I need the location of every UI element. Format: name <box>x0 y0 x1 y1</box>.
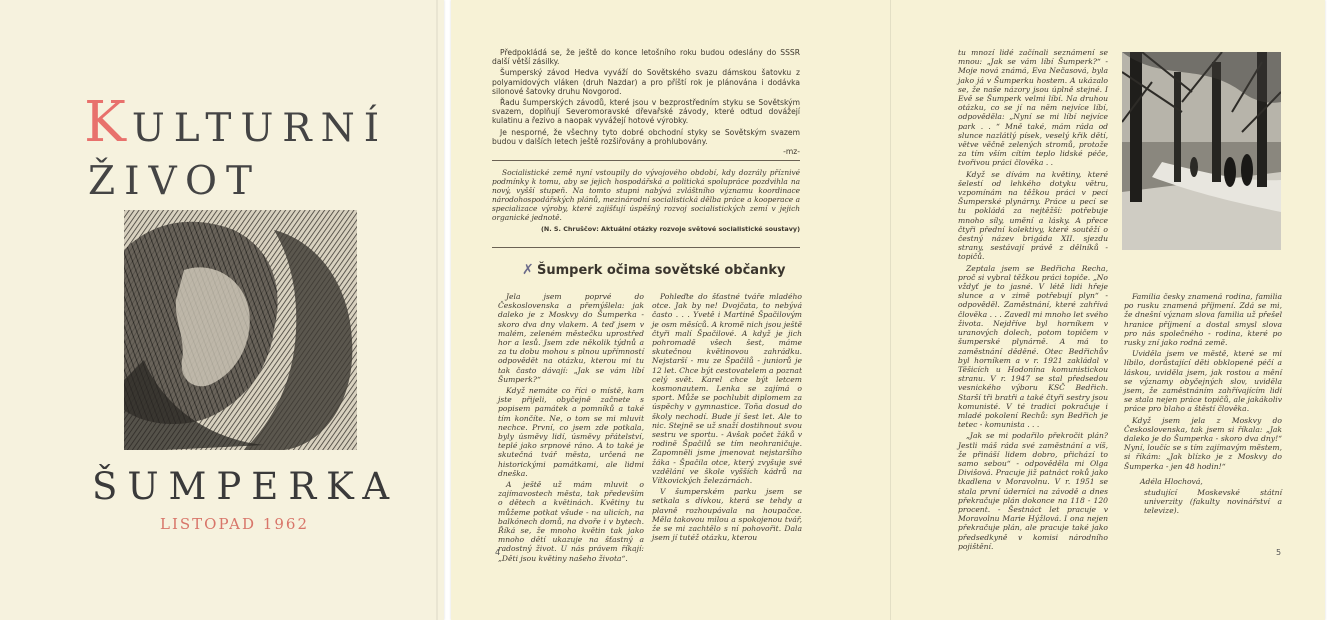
page4-intro <box>492 48 800 156</box>
article-paragraph: „Jak se mi podařilo překročit plán? Jestli máš ráda své zaměstnání a víš, že přináší lidem dobro, přichází to samo sebou“ - odpověděla mi Olga Divišová. Pracuje již patnáct roků jako tkadlena v Moravolnu. V r. 1951 se stala první úderníci na závodě a dnes překračuje plán dokonce na 118 - 120 procent. - Šestnáct let pracuje v Moravolnu Marie Hýžlová. I ona nejen překračuje plán, ale pracuje také jako předsedkyně v komisi národního pojištění. <box>958 431 1108 551</box>
article-paragraph: Když jsem jela z Moskvy do Československa, tak jsem si říkala: „Jak daleko je do Šumperka - skoro dva dny!“ Nyní, loučíc se s tím zajímavým městem, si říkám: „Jak blízko je z Moskvy do Šumperka - jen 48 hodin!“ <box>1124 415 1282 471</box>
page-number-4: 4 <box>495 548 501 557</box>
author-description: studující Moskevské státní univerzity (fakulty novinářství a televize). <box>1144 488 1282 516</box>
intro-paragraph: Řadu šumperských závodů, které jsou v bezprostředním styku se Sovětským svazem, doplňují Severomoravské dřevařské závody, které odtud dovážejí kulatinu a řezivo a naopak vyvážejí hotové výrobky. <box>492 98 800 126</box>
cover-city-name: ŠUMPERKA <box>92 465 400 508</box>
spread-fold <box>890 0 891 620</box>
article-headline: Šumperk očima sovětské občanky <box>537 263 786 278</box>
article-paragraph: tu mnozí lidé začínali seznámení se mnou: „Jak se vám líbí Šumperk?“ - Moje nová známá, Eva Nečasová, byla jako já v Šumperku hostem. A ukázalo se, že naše názory jsou úplně stejné. I Evě se Šumperk velmi líbí. Na druhou otázku, co se jí na něm nejvíce líbí, odpověděla: „Nyní se mi líbí nejvíce park . . “ Mně také, mám ráda od slunce nazlátlý písek, veselý křik dětí, větve věčně zelených stromů, protože za tím vším cítím teplo lidské péče, tvořivou práci člověka . . <box>958 48 1108 168</box>
title-rest: ULTURNÍ <box>131 106 389 151</box>
divider-rule <box>492 247 800 248</box>
article-paragraph: Když se dívám na květiny, které šelestí od lehkého dotyku větru, vzpomínám na těžkou práci v peci Šumperské plynárny. Práce u pecí se tu pokládá za nejtěžší: potřebuje mnoho síly, umění a lásky. A přece čtyři přední kolektivy, které soutěží o čestný název brigáda XII. sjezdu strany, sestávají právě z dělníků - topičů. <box>958 169 1108 262</box>
title-line2: ŽIVOT <box>88 159 261 204</box>
article-paragraph: Uviděla jsem ve městě, které se mi líbilo, dorůstající děti obklopené péčí a láskou, uviděla jsem, jak rostou a mění se významy obyčejných slov, uviděla jsem, že zaměstnáním zahřívajícím lidi se stala nejen práce topičů, ale jakákoliv práce pro blaho a štěstí člověka. <box>1124 349 1282 414</box>
article-paragraph: Když nemáte co říci o místě, kam jste přijeli, obyčejně začnete s popisem památek a pomníků a také tím končíte. Ne, o tom se mi mluvit nechce. První, co jsem zde potkala, byly úsměvy lidí, úsměvy přátelství, teplé jako srpnové ráno. A to také je skutečná tvář města, určená ne historickými památkami, ale lidmi dneška. <box>498 386 644 478</box>
author-name: Adéla Hlochová, <box>1140 476 1203 486</box>
chruscov-quote <box>492 168 800 234</box>
park-photograph <box>1122 52 1281 250</box>
divider-rule <box>492 160 800 161</box>
cover-date: LISTOPAD 1962 <box>160 515 309 533</box>
cover-fold <box>436 0 438 620</box>
article-paragraph: V šumperském parku jsem se setkala s dívkou, která se tehdy a plavně rozhoupávala na houpačce. Měla takovou milou a spokojenou tvář, že se mi zachtělo s ní pohovořit. Dala jsem jí tutéž otázku, kterou <box>652 487 802 543</box>
page-number-5: 5 <box>1276 548 1282 557</box>
intro-paragraph: Šumperský závod Hedva vyváží do Sovětského svazu dámskou šatovku z polyamidových vláken (druh Nazdar) a pro příští rok je plánována i dodávka silonové šatovky druhu Novgorod. <box>492 68 800 96</box>
article-paragraph: Familia česky znamená rodina, familia po rusku znamená příjmení. Zdá se mi, že dnešní význam slova familia už přešel hranice příjmení a dostal smysl slova pro nás společného - rodina, které po rusky zní jako rodná země. <box>1124 292 1282 348</box>
article-column-3 <box>958 48 1108 553</box>
article-paragraph: Jela jsem poprvé do Československa a přemýšlela: jak daleko je z Moskvy do Šumperka - skoro dva dny vlakem. A teď jsem v malém, zeleném městečku uprostřed hor a lesů. Jsem zde několik týdnů a za tu dobu mohou s plnou upřímností odpovědět na otázku, kterou mi tu tak často dávají: „Jak se vám líbí Šumperk?“ <box>498 292 644 384</box>
intro-paragraph: Je nesporné, že všechny tyto dobré obchodní styky se Sovětským svazem budou v dalších letech ještě rozšiřovány a prohlubovány. <box>492 127 800 146</box>
intro-signature: -mz- <box>783 147 800 157</box>
title-initial: K <box>84 90 132 155</box>
cover-title <box>84 90 388 204</box>
article-column-1 <box>498 292 644 565</box>
article-column-2 <box>652 292 802 544</box>
cover-page <box>0 0 444 620</box>
quote-text: Socialistické země nyní vstoupily do vývojového období, kdy dozrály příznivé podmínky k tomu, aby se jejich hospodářská a politická spolupráce pozdvihla na nový, vyšší stupeň. Na tomto stupni nabývá zvláštního významu koordinace národohospodářských plánů, mezinárodní socialistická dělba práce a kooperace a specializace výroby, které zajišťují úspěšný rozvoj socialistických zemí v jejich organické jednotě. <box>492 168 800 222</box>
intro-paragraph: Předpokládá se, že ještě do konce letošního roku budou odeslány do SSSR další větší zásilky. <box>492 48 800 67</box>
quote-citation: (N. S. Chruščov: Aktuální otázky rozvoje světové socialistické soustavy) <box>541 225 800 233</box>
ornament-mark: ✗ <box>522 262 534 278</box>
article-paragraph: A ještě už mám mluvit o zajímavostech města, tak především o dětech a květinách. Květiny tu můžeme potkat všude - na ulicích, na balkónech domů, na dvoře i v bytech. Říká se, že mnoho květin tak jako mnoho dětí ukazuje na šťastný a radostný život. U nás právem říkají: „Děti jsou květiny našeho života“. <box>498 480 644 563</box>
article-paragraph: Zeptala jsem se Bedřicha Recha, proč si vybral těžkou práci topiče. „No vždyť je to jasné. V létě lidi hřeje slunce a v zimě potřebují plyn“ - odpověděl. Zaměstnání, které zahřívá člověka . . . Zavedl mi mnoho let svého života. Nejdříve byl horníkem v uranových dolech, potom topičem v šumperské plynárně. A má to zaměstnání děděné. Otec Bedřichův byl horníkem a v r. 1921 zakládal v Těšicích u Hodonína komunistickou stranu. V r. 1947 se stal předsedou vesnického výboru KSČ Bedřich. Starší tři bratři a také čtyři sestry jsou komunisté. V té tradici pokračuje i mladé pokolení Rechů: syn Bedřich je tetec - komunista . . . <box>958 263 1108 430</box>
article-column-4 <box>1124 292 1282 518</box>
cover-woodcut-illustration <box>124 210 357 450</box>
article-paragraph: Pohleďte do šťastné tváře mladého otce. Jak by ne! Dvojčata, to nebývá často . . . Yvetě i Martině Špačilovým je osm měsíců. A kromě nich jsou ještě čtyři malí Špačilové. A když je jich pohromadě všech šest, máme skutečnou květinovou zahrádku. Nejstarší - mu ze Špačilů - juniorů je 12 let. Chce být cestovatelem a poznat celý svět. Karel chce být letcem kosmonautem. Lenka se zajímá o sport. Může se pochlubit diplomem za úspěchy v gymnastice. Toňa dosud do školy nechodí. Bude jí šest let. Ale to nic. Stejně se už snaží dostihnout svou sestru ve sportu. - Avšak počet žáků v rodině Špačilů se tím neohraničuje. Zapomněli jsme jmenovat nejstaršího žáka - Špačila otce, který zvyšuje své vzdělání ve škole vyšších kádrů na Vítkovických železárnách. <box>652 292 802 486</box>
